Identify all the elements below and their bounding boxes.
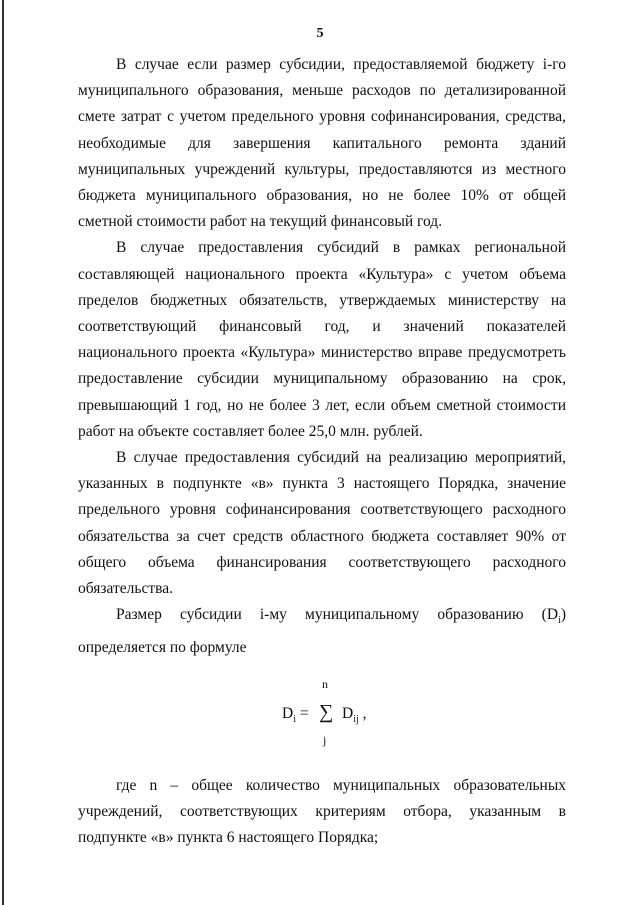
formula-lhs [282, 705, 309, 725]
formula-upper-limit: n [322, 676, 328, 691]
formula-equals: = [295, 704, 309, 722]
paragraph-1: В случае если размер субсидии, предоставляемой бюджету i-го муниципального образования, меньше расходов по детализированной смете затрат с учетом предельного уровня софинансирования, средства, необходимые для завершения капитального ремонта зданий муниципальных учреждений культуры, предоставляются из местного бюджета муниципального образования, но не более 10% от общей сметной стоимости работ на текущий финансовый год. [78, 56, 566, 231]
formula-rhs-base: D [342, 704, 354, 722]
formula-lhs-base: D [282, 704, 294, 722]
document-body [78, 52, 566, 851]
formula-lhs-sub: i [293, 713, 296, 725]
formula-block [78, 671, 566, 761]
formula-intro-after: ) определяется по формуле [78, 606, 566, 656]
page-number: 5 [316, 26, 324, 41]
formula-trail: , [358, 704, 367, 722]
formula-intro-sub: i [558, 615, 561, 627]
left-margin-rule [2, 0, 4, 905]
paragraph-2: В случае предоставления субсидий в рамках региональной составляющей национального проекта «Культура» с учетом объема пределов бюджетных обязательств, утверждаемых министерству на соответствующий финансовый год, и значений показателей национального проекта «Культура» министерство вправе предусмотреть предоставление субсидии муниципальному образованию на срок, превышающий 1 год, но не более 3 лет, если объем сметной стоимости работ на объекте составляет более 25,0 млн. рублей. [78, 239, 566, 440]
paragraph-formula-intro [78, 602, 566, 661]
formula-sigma: ∑ [319, 700, 334, 723]
formula-rhs-sub: ij [353, 713, 359, 725]
formula-rhs [342, 705, 367, 725]
paragraph-closing: где n – общее количество муниципальных образовательных учреждений, соответствующих критериям отбора, указанным в подпункте «в» пункта 6 настоящего Порядка; [78, 776, 566, 847]
formula-lower-limit: j [323, 732, 327, 747]
formula-intro-before: Размер субсидии i-му муниципальному образованию (D [116, 606, 559, 624]
paragraph-3: В случае предоставления субсидий на реализацию мероприятий, указанных в подпункте «в» пункта 3 настоящего Порядка, значение предельного уровня софинансирования соответствующего расходного обязательства за счет средств областного бюджета составляет 90% от общего объема финансирования соответствующего расходного обязательства. [78, 449, 566, 598]
